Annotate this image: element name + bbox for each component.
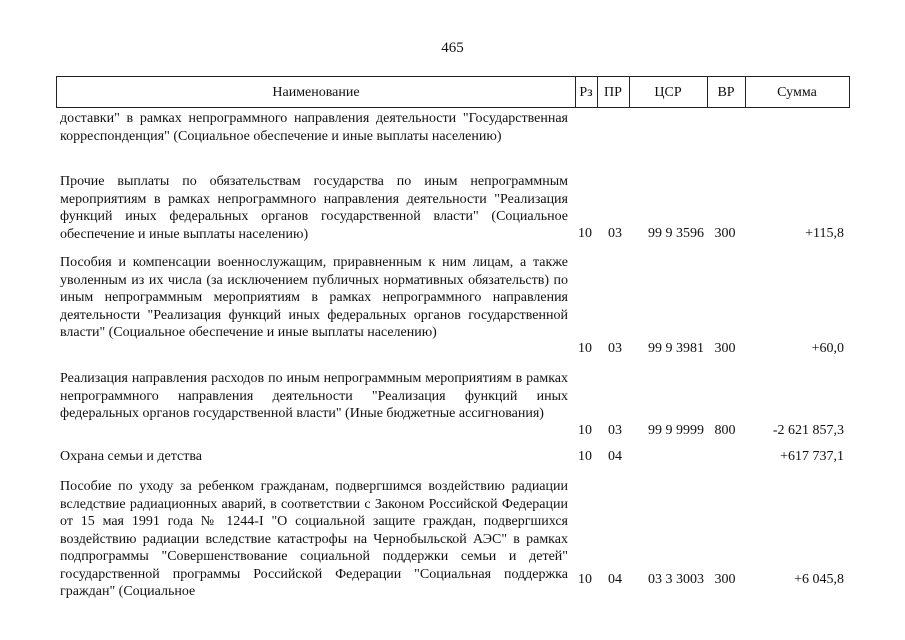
header-vr: ВР	[717, 85, 735, 100]
row-name: Реализация направления расходов по иным непрограммным мероприятиям в рамках непрограммного направления деятельности "Реализация функций иных федеральных органов государственной власти" (Иные бюджетные ассигнования)	[60, 371, 568, 421]
row-pr: 03	[608, 423, 622, 438]
row-name: доставки" в рамках непрограммного направления деятельности "Государственная корреспонденция" (Социальное обеспечение и иные выплаты населению)	[60, 111, 568, 144]
table-row	[56, 370, 850, 442]
row-sum: -2 621 857,3	[772, 423, 844, 438]
row-rz: 10	[578, 449, 592, 464]
row-sum: +6 045,8	[794, 572, 844, 587]
row-name: Пособия и компенсации военнослужащим, приравненным к ним лицам, а также уволенным из их числа (за исключением публичных нормативных обязательств) по иным непрограммным мероприятиям в рамках непрограммного направления деятельности "Реализация функций иных федеральных органов государственной власти" (Социальное обеспечение и иные выплаты населению)	[60, 255, 568, 340]
row-vr: 300	[714, 572, 736, 587]
row-pr: 04	[608, 572, 622, 587]
row-pr: 03	[608, 226, 622, 241]
header-rz: Рз	[579, 85, 593, 100]
header-sum: Сумма	[777, 85, 817, 100]
row-name: Прочие выплаты по обязательствам государства по иным непрограммным мероприятиям в рамках непрограммного направления деятельности "Реализация функций иных федеральных органов государственной власти" (Социальное обеспечение и иные выплаты населению)	[60, 174, 568, 242]
row-vr: 300	[714, 226, 736, 241]
table-row	[56, 173, 850, 245]
row-rz: 10	[578, 341, 592, 356]
row-name: Пособие по уходу за ребенком гражданам, подвергшимся воздействию радиации вследствие радиационных аварий, в соответствии с Законом Российской Федерации от 15 мая 1991 года № 1244-I "О социальной защите граждан, подвергшихся воздействию радиации вследствие катастрофы на Чернобыльской АЭС" в рамках подпрограммы "Совершенствование социальной поддержки семьи и детей" государственной программы Российской Федерации "Социальная поддержка граждан" (Социальное	[60, 479, 568, 599]
header-pr: ПР	[604, 85, 622, 100]
row-csr: 99 9 9999	[648, 423, 704, 438]
row-sum: +60,0	[811, 341, 844, 356]
table-header	[56, 76, 850, 108]
table-row	[56, 478, 850, 604]
table-row	[56, 254, 850, 362]
row-name: Охрана семьи и детства	[60, 449, 202, 464]
row-csr: 99 9 3596	[648, 226, 704, 241]
row-rz: 10	[578, 423, 592, 438]
budget-table	[56, 76, 850, 636]
header-name: Наименование	[272, 85, 360, 100]
row-sum: +617 737,1	[780, 449, 844, 464]
page-number: 465	[441, 40, 464, 56]
row-pr: 03	[608, 341, 622, 356]
row-rz: 10	[578, 572, 592, 587]
header-csr: ЦСР	[654, 85, 682, 100]
row-vr: 300	[714, 341, 736, 356]
row-vr: 800	[714, 423, 736, 438]
table-row	[56, 110, 850, 164]
row-sum: +115,8	[805, 226, 844, 241]
row-csr: 99 9 3981	[648, 341, 704, 356]
row-csr: 03 3 3003	[648, 572, 704, 587]
row-pr: 04	[608, 449, 622, 464]
table-row	[56, 448, 850, 468]
row-rz: 10	[578, 226, 592, 241]
